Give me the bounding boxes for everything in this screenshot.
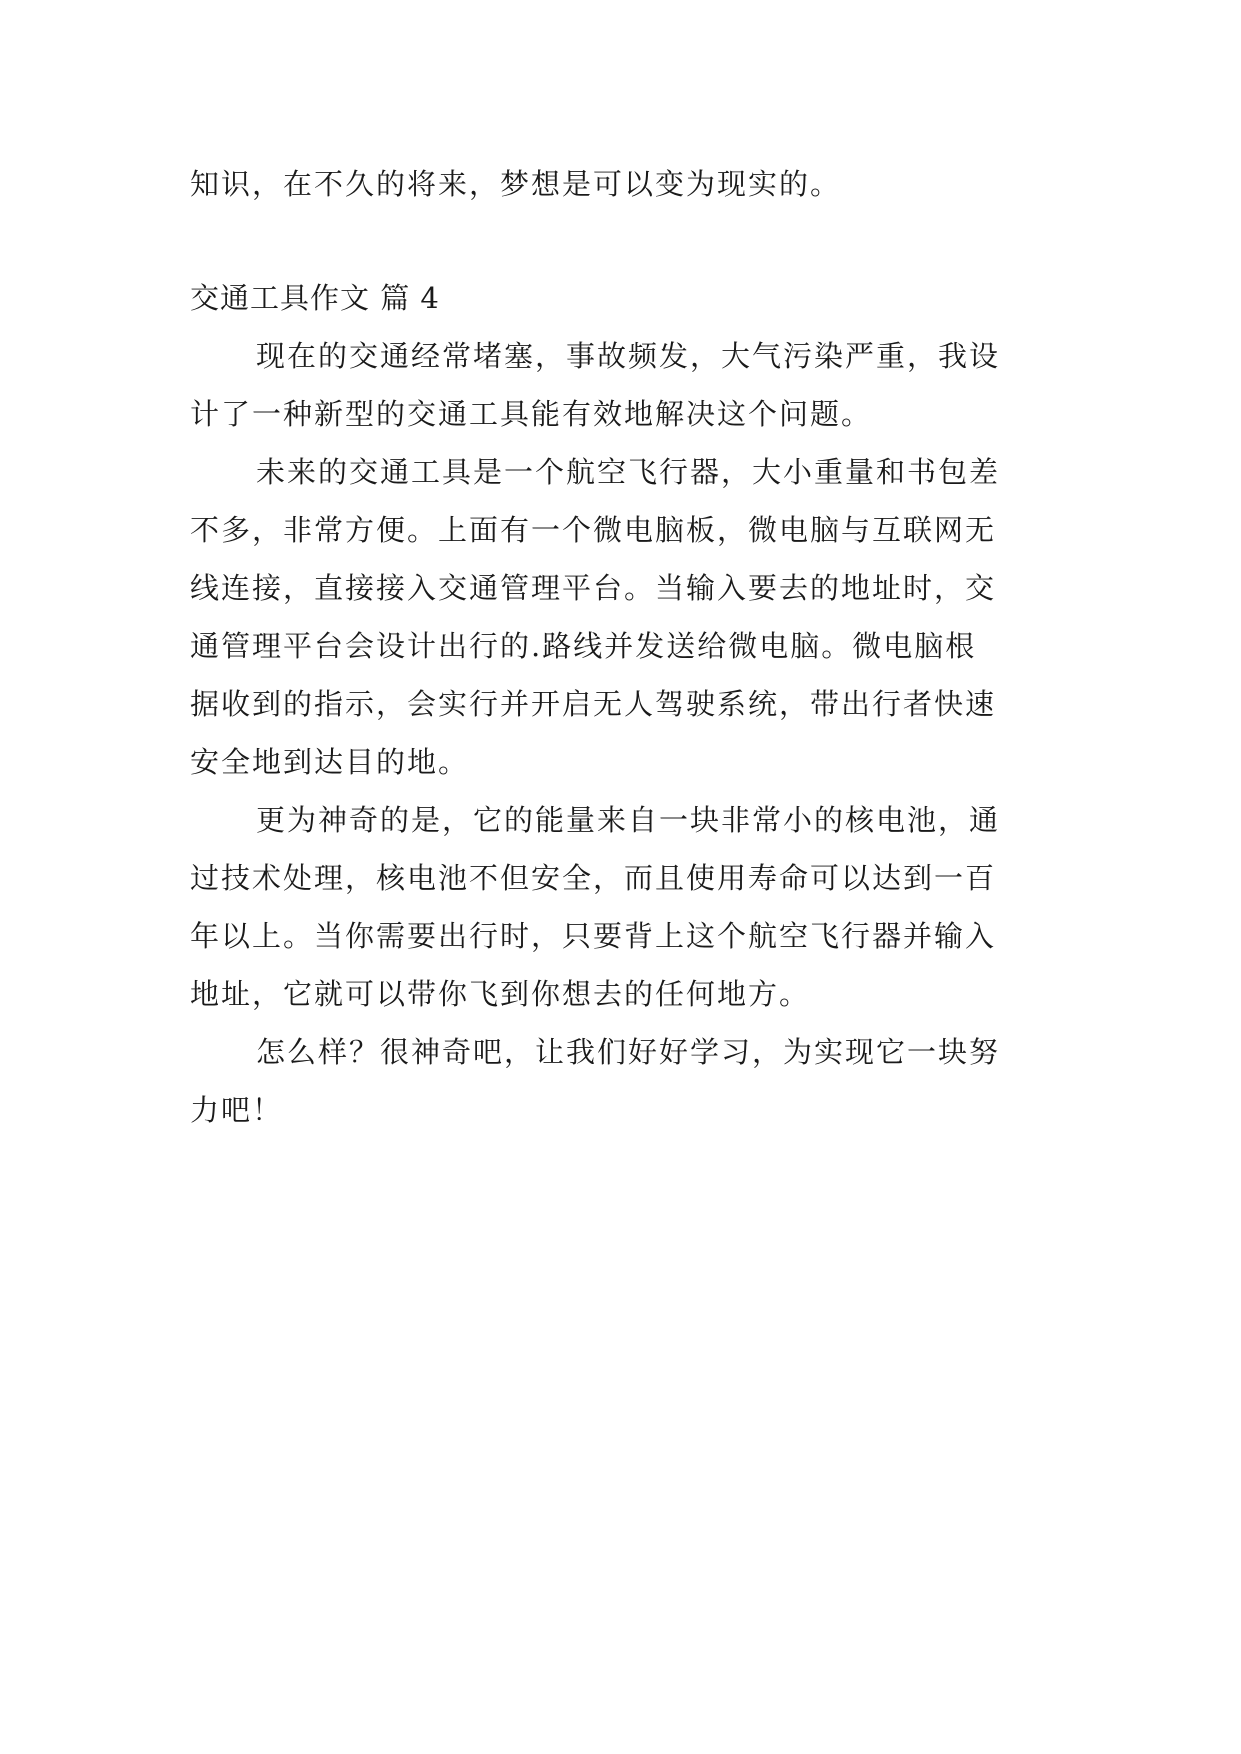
paragraph-line: 通管理平台会设计出行的.路线并发送给微电脑。微电脑根 <box>190 629 977 663</box>
paragraph-line: 据收到的指示，会实行并开启无人驾驶系统，带出行者快速 <box>190 687 997 721</box>
paragraph-line: 更为神奇的是，它的能量来自一块非常小的核电池，通 <box>256 803 1001 837</box>
paragraph-line: 地址，它就可以带你飞到你想去的任何地方。 <box>190 977 811 1011</box>
paragraph-line: 过技术处理，核电池不但安全，而且使用寿命可以达到一百 <box>190 861 997 895</box>
paragraph-line: 安全地到达目的地。 <box>190 745 470 779</box>
paragraph-line: 未来的交通工具是一个航空飞行器，大小重量和书包差 <box>256 455 1001 489</box>
paragraph-line: 计了一种新型的交通工具能有效地解决这个问题。 <box>190 397 873 431</box>
paragraph-1 <box>190 327 1050 443</box>
paragraph-3 <box>190 791 1050 1023</box>
document-body <box>190 155 1050 1139</box>
paragraph-line: 年以上。当你需要出行时，只要背上这个航空飞行器并输入 <box>190 919 997 953</box>
paragraph-4 <box>190 1023 1050 1139</box>
paragraph-line: 知识，在不久的将来，梦想是可以变为现实的。 <box>190 167 842 201</box>
section-heading: 交通工具作文 篇 4 <box>190 281 440 315</box>
paragraph-line: 力吧！ <box>190 1093 284 1127</box>
paragraph-line: 怎么样？很神奇吧，让我们好好学习，为实现它一块努 <box>256 1035 1001 1069</box>
paragraph-line: 不多，非常方便。上面有一个微电脑板，微电脑与互联网无 <box>190 513 997 547</box>
paragraph-line: 线连接，直接接入交通管理平台。当输入要去的地址时，交 <box>190 571 997 605</box>
carry-over-paragraph <box>190 155 1050 213</box>
paragraph-line: 现在的交通经常堵塞，事故频发，大气污染严重，我设 <box>256 339 1001 373</box>
paragraph-2 <box>190 443 1050 791</box>
